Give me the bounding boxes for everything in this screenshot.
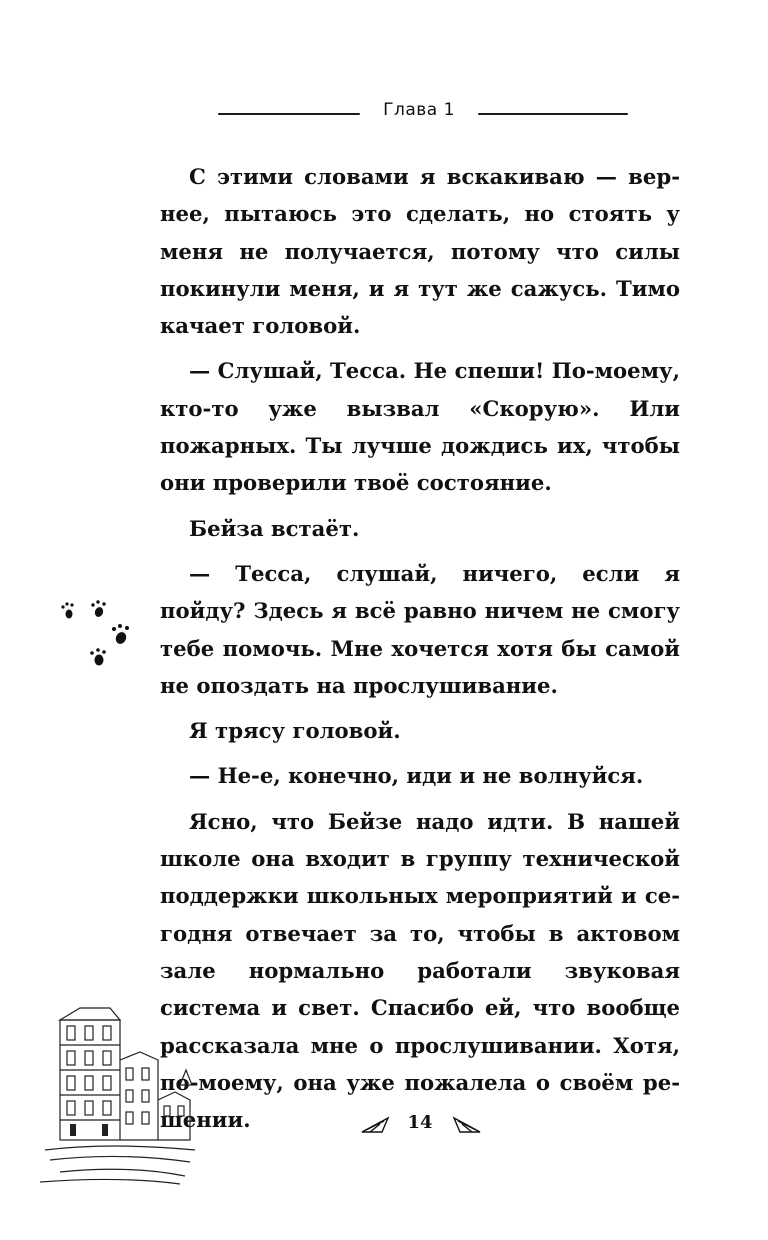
paragraph: — Тесса, слушай, ничего, если я пойду? Здесь я всё равно ничем не смогу тебе помочь. Мне хочется хотя бы самой не опоздать на прослушивание. [160,560,680,698]
body-text [160,158,680,1138]
paw-prints-icon [55,598,145,678]
chapter-title: Глава 1 [383,100,455,120]
page-number: 14 [407,1112,433,1133]
running-header [0,96,768,132]
paragraph: — Не-е, конечно, иди и не волнуйся. [189,763,644,789]
paragraph: Бейза встаёт. [189,515,360,541]
paragraph: Ясно, что Бейзе надо идти. В нашей школе она входит в группу технической поддержки школьных мероприятий и сегодня отвечает за то, чтобы в актовом зале нормально работали звуковая система и свет. Спасибо ей, что вообще рассказала мне о прослушивании. Хотя, по-моему, она уже пожалела о своём решении. [160,808,680,1133]
building-sketch-icon [40,1000,200,1185]
paragraph: — Слушай, Тесса. Не спеши! По-моему, кто-то уже вызвал «Скорую». Или пожарных. Ты лучше дождись их, чтобы они проверили твоё состояние. [160,358,680,496]
header-rule-right [478,113,628,115]
page-footer [0,1108,768,1144]
paragraph: С этими словами я вскакиваю — вернее, пытаюсь это сделать, но стоять у меня не получается, потому что силы покинули меня, и я тут же сажусь. Тимо качает головой. [160,164,680,339]
header-rule-left [218,113,360,115]
leaf-ornament-icon [452,1114,482,1136]
paragraph: Я трясу головой. [189,718,401,744]
leaf-ornament-icon [360,1114,390,1136]
